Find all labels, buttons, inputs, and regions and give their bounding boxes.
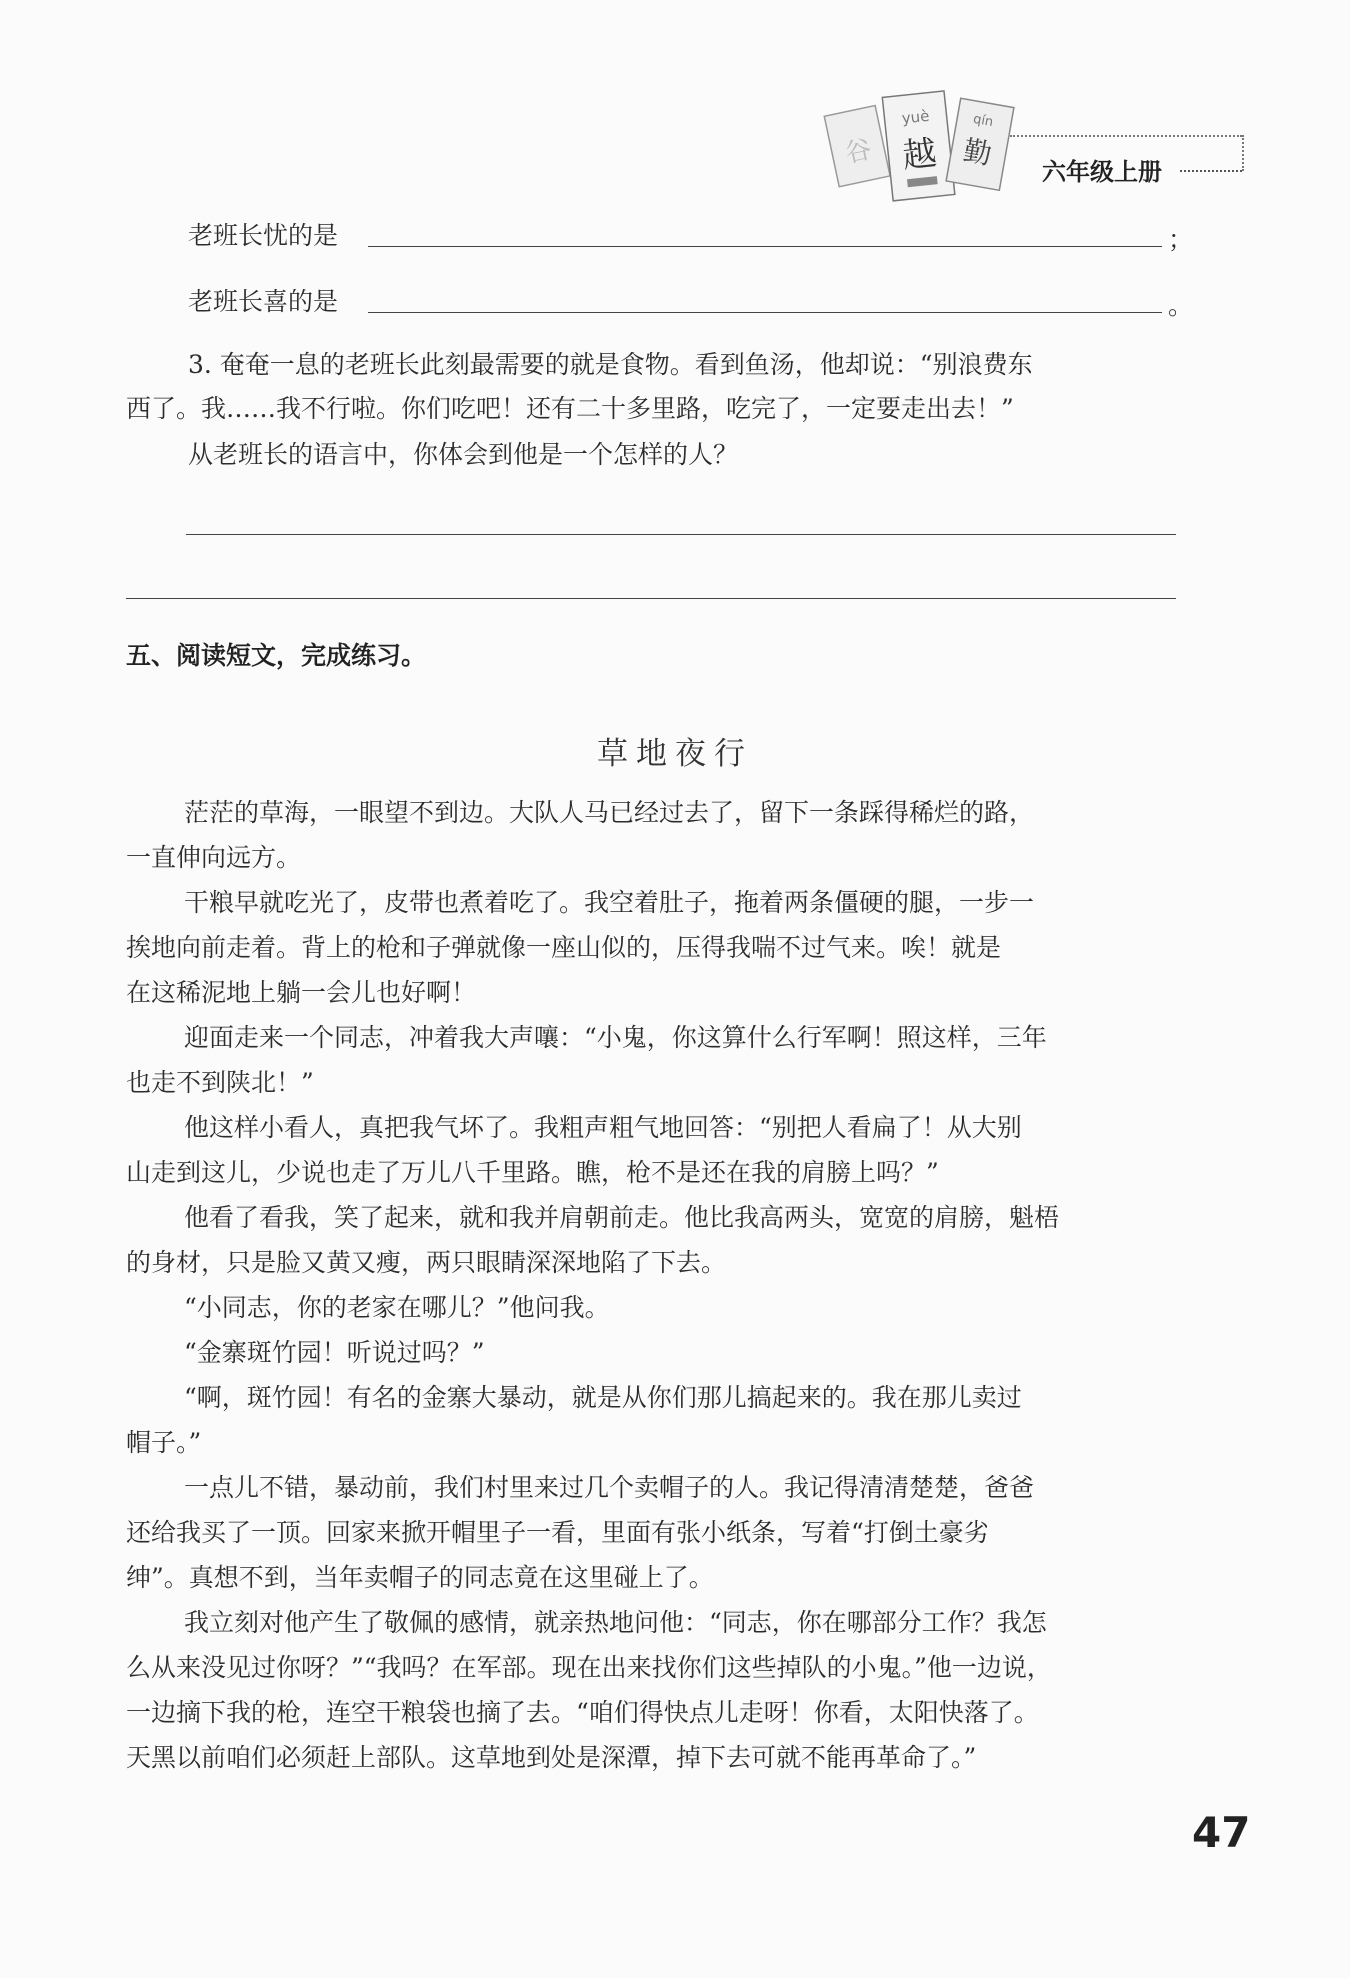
article-line: 在这稀泥地上躺一会儿也好啊！	[126, 978, 477, 1007]
answer-line-2[interactable]	[126, 598, 1176, 599]
fill-row-worry	[188, 216, 1194, 256]
article-line: 一直伸向远方。	[126, 843, 302, 872]
logo-char-right: 勤	[960, 133, 995, 172]
fill-label-worry: 老班长忧的是	[188, 221, 339, 250]
article-line: 一点儿不错，暴动前，我们村里来过几个卖帽子的人。我记得清清楚楚，爸爸	[184, 1473, 1035, 1502]
brand-logo-icon	[818, 80, 1018, 220]
logo-pinyin-yue: yuè	[900, 106, 931, 128]
article-body	[126, 790, 1180, 1780]
article-line: 挨地向前走着。背上的枪和子弹就像一座山似的，压得我喘不过气来。唉！就是	[126, 933, 1002, 962]
fill-label-joy: 老班长喜的是	[188, 287, 339, 316]
article-line: 山走到这儿，少说也走了万儿八千里路。瞧，枪不是还在我的肩膀上吗？”	[126, 1158, 939, 1187]
article-line: 他这样小看人，真把我气坏了。我粗声粗气地回答：“别把人看扁了！从大别	[184, 1113, 1022, 1142]
logo-char-left: 谷	[842, 134, 875, 170]
grade-underline	[1180, 170, 1242, 172]
question-3-line-1: 3. 奄奄一息的老班长此刻最需要的就是食物。看到鱼汤，他却说：“别浪费东	[188, 350, 1033, 379]
page-header	[0, 40, 1350, 190]
header-dotted-rule-vertical	[1242, 135, 1244, 171]
question-3-line-2: 西了。我……我不行啦。你们吃吧！还有二十多里路，吃完了，一定要走出去！”	[126, 394, 1014, 423]
logo-char-center: 越	[900, 133, 939, 177]
article-line: “小同志，你的老家在哪儿？”他问我。	[184, 1293, 610, 1322]
section-title: 五、阅读短文，完成练习。	[126, 641, 427, 670]
article-line: 绅”。真想不到，当年卖帽子的同志竟在这里碰上了。	[126, 1563, 714, 1592]
article-line: 迎面走来一个同志，冲着我大声嚷：“小鬼，你这算什么行军啊！照这样，三年	[184, 1023, 1047, 1052]
article-line: “啊，斑竹园！有名的金寨大暴动，就是从你们那儿搞起来的。我在那儿卖过	[184, 1383, 1022, 1412]
header-dotted-rule	[1010, 135, 1242, 137]
article-line: 他看了看我，笑了起来，就和我并肩朝前走。他比我高两头，宽宽的肩膀，魁梧	[184, 1203, 1060, 1232]
article-line: “金寨斑竹园！听说过吗？”	[184, 1338, 485, 1367]
article-line: 也走不到陕北！”	[126, 1068, 314, 1097]
article-line: 一边摘下我的枪，连空干粮袋也摘了去。“咱们得快点儿走呀！你看，太阳快落了。	[126, 1698, 1039, 1727]
fill-row-joy	[188, 282, 1194, 322]
grade-label: 六年级上册	[1042, 158, 1162, 186]
article-line: 么从来没见过你呀？”“我吗？在军部。现在出来找你们这些掉队的小鬼。”他一边说，	[126, 1653, 1052, 1682]
article-line: 帽子。”	[126, 1428, 202, 1457]
answer-blank-joy[interactable]	[368, 312, 1162, 313]
logo-pinyin-qin: qín	[971, 111, 995, 131]
article-line: 茫茫的草海，一眼望不到边。大队人马已经过去了，留下一条踩得稀烂的路，	[184, 798, 1035, 827]
fill-end-period: 。	[1168, 291, 1194, 320]
article-line: 的身材，只是脸又黄又瘦，两只眼睛深深地陷了下去。	[126, 1248, 727, 1277]
answer-line-1[interactable]	[186, 534, 1176, 535]
question-3-prompt: 从老班长的语言中，你体会到他是一个怎样的人？	[188, 440, 739, 469]
article-line: 还给我买了一顶。回家来掀开帽里子一看，里面有张小纸条，写着“打倒土豪劣	[126, 1518, 989, 1547]
article-line: 我立刻对他产生了敬佩的感情，就亲热地问他：“同志，你在哪部分工作？我怎	[184, 1608, 1047, 1637]
page-number: 47	[1192, 1808, 1251, 1857]
article-line: 天黑以前咱们必须赶上部队。这草地到处是深潭，掉下去可就不能再革命了。”	[126, 1743, 977, 1772]
article-line: 干粮早就吃光了，皮带也煮着吃了。我空着肚子，拖着两条僵硬的腿，一步一	[184, 888, 1035, 917]
article-title: 草地夜行	[597, 736, 753, 772]
answer-blank-worry[interactable]	[368, 246, 1162, 247]
fill-end-semicolon: ；	[1168, 225, 1194, 254]
